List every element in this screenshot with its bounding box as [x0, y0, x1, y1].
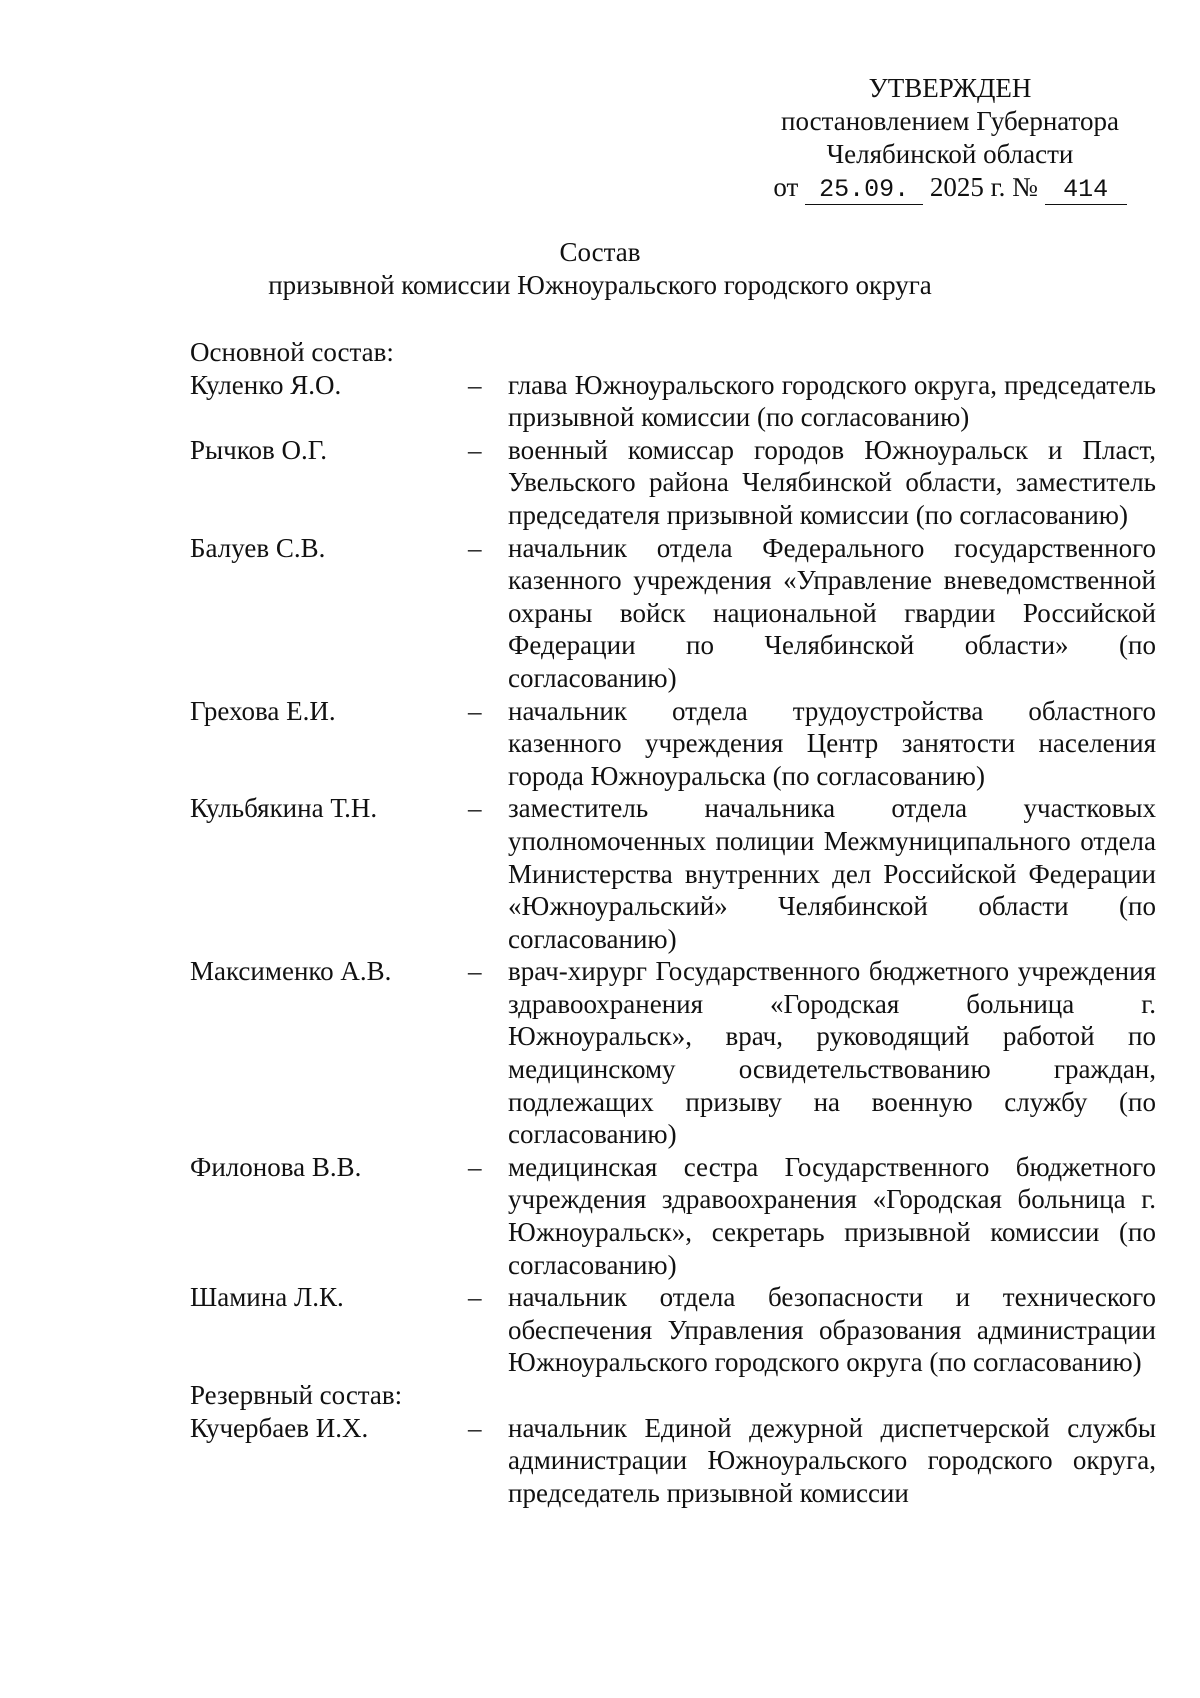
heading-line-2: призывной комиссии Южноуральского городского округа	[268, 270, 932, 300]
member-name: Грехова Е.И.	[190, 695, 336, 726]
member-row	[190, 1281, 1165, 1379]
member-name: Кульбякина Т.Н.	[190, 793, 378, 824]
dash: –	[468, 532, 482, 563]
member-role: военный комиссар городов Южноуральск и Пласт, Увельского района Челябинской области, заместитель председателя призывной комиссии (по согласованию)	[508, 434, 1156, 530]
member-row	[190, 1151, 1165, 1281]
member-role: начальник отдела безопасности и технического обеспечения Управления образования администрации Южноуральского городского округа (по согласованию)	[508, 1282, 1156, 1378]
document-heading	[0, 236, 1200, 302]
member-name: Куленко Я.О.	[190, 369, 342, 400]
member-role: медицинская сестра Государственного бюджетного учреждения здравоохранения «Городская больница г. Южноуральск», секретарь призывной комиссии (по согласованию)	[508, 1151, 1156, 1280]
dash: –	[468, 434, 482, 465]
member-name: Максименко А.В.	[190, 956, 392, 987]
member-name: Филонова В.В.	[190, 1151, 362, 1182]
dash: –	[468, 793, 482, 824]
approval-line-1: постановлением Губернатора	[781, 106, 1119, 136]
dash: –	[468, 1412, 482, 1443]
member-role: глава Южноуральского городского округа, председатель призывной комиссии (по согласованию)	[508, 369, 1156, 433]
member-name: Кучербаев И.Х.	[190, 1412, 369, 1443]
member-row	[190, 434, 1165, 532]
member-row	[190, 695, 1165, 793]
approval-date-line	[760, 171, 1140, 205]
member-role: начальник отдела трудоустройства областного казенного учреждения Центр занятости населения города Южноуральска (по согласованию)	[508, 695, 1156, 791]
main-section-label: Основной состав:	[190, 337, 394, 367]
member-row	[190, 955, 1165, 1151]
reserve-section-label: Резервный состав:	[190, 1380, 403, 1410]
decree-date: 25.09.	[805, 176, 923, 205]
member-row	[190, 369, 1165, 434]
dash: –	[468, 1151, 482, 1182]
approval-title: УТВЕРЖДЕН	[868, 73, 1032, 103]
dash: –	[468, 1282, 482, 1313]
member-name: Балуев С.В.	[190, 532, 326, 563]
decree-year: 2025 г. №	[929, 172, 1038, 202]
member-name: Рычков О.Г.	[190, 434, 328, 465]
dash: –	[468, 956, 482, 987]
member-role: начальник отдела Федерального государственного казенного учреждения «Управление вневедомственной охраны войск национальной гвардии Российской Федерации по Челябинской области» (по согласованию)	[508, 532, 1156, 693]
member-row	[190, 532, 1165, 695]
member-role: врач-хирург Государственного бюджетного учреждения здравоохранения «Городская больница г. Южноуральск», врач, руководящий работой по медицинскому освидетельствованию граждан, подлежащих призыву на военную службу (по согласованию)	[508, 956, 1156, 1150]
member-name: Шамина Л.К.	[190, 1282, 344, 1313]
date-prefix: от	[773, 172, 799, 202]
member-role: начальник Единой дежурной диспетчерской службы администрации Южноуральского городского округа, председатель призывной комиссии	[508, 1412, 1156, 1508]
member-row	[190, 1412, 1165, 1510]
heading-line-1: Состав	[559, 237, 641, 267]
approval-block	[760, 72, 1140, 205]
commission-list	[190, 336, 1165, 1509]
approval-line-2: Челябинской области	[826, 139, 1074, 169]
decree-number: 414	[1045, 176, 1127, 205]
dash: –	[468, 695, 482, 726]
dash: –	[468, 369, 482, 400]
member-role: заместитель начальника отдела участковых уполномоченных полиции Межмуниципального отдела Министерства внутренних дел Российской Федерации «Южноуральский» Челябинской области (по согласованию)	[508, 793, 1156, 954]
member-row	[190, 792, 1165, 955]
